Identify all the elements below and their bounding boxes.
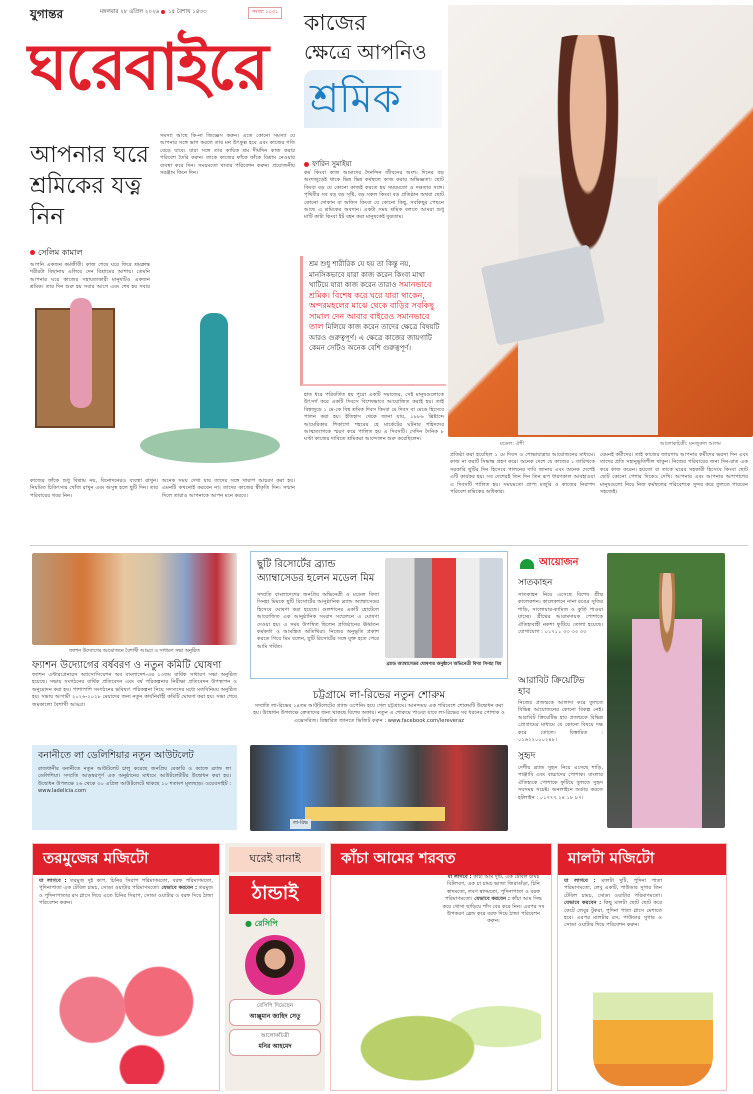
chef-photo (245, 935, 305, 995)
chhuti-title: ছুটি রিসোর্টের ব্র্যান্ড অ্যাম্বাসেডর হলেন মডেল মিম (257, 559, 375, 584)
recipe-text (33, 875, 219, 919)
ayojon-item (518, 575, 603, 654)
photo-credit: আলোকচিত্রী: মনজুরুল আলম (660, 441, 721, 447)
ladelicia-text: রাজধানীর বনানীতে নতুন আউটলেট চালু করেছে জনপ্রিয় বেকারি ও ক্যাফে ব্র্যান্ড লা ডেলিশিয়া। সম্প্রতি আড়ম্বরপূর্ণ এক অনুষ্ঠানের মাধ্যমে আউটলেটটির উদ্বোধন করা হয়। উদ্বোধন উপলক্ষে ২৬ থেকে ৩০ এপ্রিল আউটলেটে থাকছে ১০ শতাংশ মূল্যছাড়। ওয়েবসাইট : www.ladelicia.com (38, 766, 231, 795)
recipe-malta (557, 843, 727, 1091)
model-credit: মডেল: ঐশী (500, 441, 524, 447)
date: মঙ্গলবার ২৮ এপ্রিল ২০২৬ (100, 9, 160, 15)
recipe-badge: ● রেসিপি (245, 919, 278, 928)
fashion-event-photo (32, 553, 237, 645)
home-article-col4: অনেক সময় দেখা যায় তাদের সঙ্গে খারাপ আচরণ করা হয়। এমনটি কখনোই করবেন না। তাদের কাজের স্বীকৃতি দিন। সম্মান দিলে তারাও আপনাকে আপন মনে করবে। (162, 478, 295, 499)
chhuti-caption: ব্র্যান্ড অ্যাম্বাসেডর ঘোষণার অনুষ্ঠানে অভিনেত্রী বিদ্যা সিনহা মিম (386, 662, 502, 667)
green-mango-drink-photo (351, 978, 541, 1086)
label: যেভাবে করবেন : (474, 896, 510, 903)
recipe-title: মালটা মজিটো (558, 844, 726, 875)
banner-top: ঘরেই বানাই (229, 847, 321, 872)
banner-main: ঠান্ডাই (229, 876, 321, 914)
fashion-caption: ফ্যাশন উদ্যোগের আয়োজনে বৈশাখী আড্ডা ও সাধারণ সভা অনুষ্ঠিত (69, 649, 200, 654)
ayojon-item-title: আরাবিট ক্রিয়েটিভ হাব (518, 676, 585, 697)
fashion-text: ফ্যাশন এন্টারপ্রেনারস অ্যাসোসিয়েশন অব বাংলাদেশ-এর ১৩তম বার্ষিক সাধারণ সভা অনুষ্ঠিত হয়েছে। সভায় সংগঠনের বার্ষিক প্রতিবেদন এবং বর্ষ পরিকল্পনার নিরীক্ষা প্রতিবেদন উপস্থাপন ও অনুমোদন করা হয়। পাশাপাশি সংগঠনের ভবিষ্যৎ পরিকল্পনা নিয়ে সদস্যদের মধ্যে মতবিনিময় অনুষ্ঠিত হয়। সভায় আগামী ২০২৬-২০২৮ মেয়াদের জন্য নতুন কার্যনির্বাহী কমিটি ঘোষণা করা হয়। সভা শেষে জমকালো বৈশাখী আড্ডা। (32, 672, 237, 708)
method: কিছু মালটা ছোট ছোট করে কেটে লেবুর টুকরা, পুদিনা পাতা গ্লাসে মেশাতে হবে। এরপর মালটার রস, পাউডার সুগার ও সোডা ওয়াটার দিয়ে পরিবেশন করুন। (564, 900, 662, 929)
recipe-title: তরমুজের মজিটো (33, 844, 219, 875)
home-article-col1: আপনি একজন কর্মজীবী। কাজ শেষে ঘরে ফিরে শ্রমক্লান্ত শরীরটা বিছানায় এলিয়ে দেন বিশ্রামের আশায়। তেমনি আপনার ঘরে কাজের সহায়তাকারী মানুষটিও একজন (30, 262, 150, 283)
ayojon-item-title: সাতকাহন (518, 578, 553, 588)
ayojon-logo-icon (520, 559, 534, 569)
feature-intro: কর্ম কিংবা কাজ আমাদের দৈনন্দিন জীবনের অংশ। দিনের বড় অংশজুড়েই থাকে ভিন্ন ভিন্ন কর্মস্থলে কাজ করার অভিজ্ঞতা। ছোট কিংবা বড় যে কোনো কাজই করতে হয় সময়মতো ও দক্ষতার সঙ্গে। পৃথিবীর সব বড় বড় সৃষ্টি, বড় সকল কিংবা বড় প্রতিষ্ঠান অথবা ছোট কোনো দোকান বা অফিস কিংবা যে কোনো কিছু, সবকিছুর পেছনে আছে এ শ্রমিকের অবদান। একটা সময় শ্রমিক বলতে আমরা শুধু মাটি কাটা কিংবা ইট বহন করা মানুষকেই বুঝতাম। (304, 170, 444, 221)
recipe-mango (330, 843, 552, 1091)
home-article-title: আপনার ঘরে শ্রমিকের যত্ন নিন (30, 142, 149, 230)
ayojon-item (518, 748, 603, 817)
ladelicia-title: বনানীতে লা ডেলিশিয়ার নতুন আউটলেট (38, 750, 194, 761)
method: তরমুজ ও পুদিনাপাতার রস গ্লাসে দিয়ে এতে চিনির সিরাপ, সোডা ওয়াটার ও বরফ দিয়ে ঠান্ডা পরিবেশন করুন। (39, 885, 213, 907)
feature-col3: যেমনই কর্মীদের। তাই কাজের জায়গায় আপনার কর্মীদের ভরসা দিন এবং তাদের প্রতি সহানুভূতিশীল থাকুন। নিজের পরিবারের জন্য দিন-রাত এক করে কাজ করেন। হয়তো বা তাকে ঘরের সহকারী হিসেবে কিংবা ছোট ছোট কোনো পেশার দিকেও দেখি। আপনার এবং আপনার আশপাশের মানুষগুলো নিয়ে নিজ কর্মস্থলের পরিবেশকে সুন্দর করে তুলতে পারবেন সহজেই। (600, 452, 748, 496)
lereve-title: চট্টগ্রামে লা-রিভের নতুন শোরুম (312, 689, 446, 701)
ingredients: কাঁচা আম দুটি, এক টেবিল চামচ বিটলবণ, এক চা চামচ ভাজা জিরাগুঁড়া, চিনি স্বাদমতো, লবণ স্বাদমতো, পুদিনাপাতা ও বরফ পরিমাণমতো। (445, 874, 541, 903)
housework-illustration (30, 288, 295, 473)
photographer-name: মনির আহমেদ (258, 1043, 292, 1050)
ingredients: তরমুজ দুই কাপ, চিনির সিরাপ পরিমাণমতো, বরফ পরিমাণমতো, পুদিনাপাতা এক টেবিল চামচ, সোডা ওয়াটার পরিমাণমতো। (39, 878, 214, 892)
author: ফারিন সুমাইয়া (312, 160, 352, 168)
bangla-date: ১৫ বৈশাখ ১৪৩৩ (167, 9, 207, 15)
saree-model-photo (607, 553, 725, 828)
credit-label: আলোকচিত্রী (260, 1033, 290, 1039)
pull-quote (300, 256, 446, 386)
feature-model-photo (448, 5, 753, 437)
recipe-watermelon (32, 843, 220, 1091)
quote-highlight: সমানভাবে শ্রমিক। বিশেষ করে ঘরে যারা থাকেন, অন্দরমহলের মাঝে থেকে বাড়ির সবকিছু সামাল দেন আবার বাইরেও সমানভাবে তাল (309, 280, 435, 331)
ayojon-item-text: সাতকাহন নিয়ে এসেছে বিশেষ গ্রীষ্ম কালেকশন। কালেকশনে নানা রঙের সুতির শাড়ি, সালোয়ার-কামিজ ও কুর্তি পাওয়া যাচ্ছে। গ্রীষ্মের আরামদায়ক পোশাকে ঐতিহ্যবাহী নকশা ফুটিয়ে তোলা হয়েছে। যোগাযোগ : ০১৭১১ ৩৩ ৩৩ ৩৩ (518, 592, 603, 636)
author: সেলিম কামাল (38, 248, 83, 257)
recipe-text (441, 874, 546, 974)
label: যেভাবে করবেন : (564, 900, 602, 907)
feature-title: শ্রমিক (304, 70, 442, 128)
recipe-banner (225, 843, 325, 1091)
quote-text: শ্রম শুধু শারীরিক যে হয় তা কিন্তু নয়, মানসিকভাবে যারা কাজ করেন কিংবা মাথা খাটিয়ে যারা কাজ করেন তারাও (309, 260, 425, 289)
issue-date (100, 9, 207, 17)
feature-col2: প্রতিষ্ঠা করা হয়েছিল ১ মে দিবস ও শোভাযাত্রার আয়োজনের মাধ্যমে। কাজ না করার্ট সিদ্ধান্ত গ্রহণ করে। অনেক দেশে যে কাজের ১ তারিখকে সরকারি ছুটির দিন হিসেবে পালনের দাবি জানায় এবং অনেক দেশেই এটি কার্যকর হয়। সব দেশেরই তিন দিন তিন রূপ ধারণকাল আবহাওয়া এ দিবসটি পালিত হয়। সময়মতো প্রাপ্য মজুরি ও কাজের নিরাপদ পরিবেশ শ্রমিকের অধিকার। (450, 452, 595, 496)
label: যা লাগবে : (447, 874, 472, 880)
recipe-title: কাঁচা আমের শরবত (331, 844, 551, 875)
label: যেভাবে করবেন : (161, 885, 198, 892)
feature-byline (304, 158, 352, 170)
newspaper-logo: যুগান্তর (30, 7, 64, 21)
ayojon-item-text: নিজের প্রজন্মকে আলাদা করে তুলতে বিভিন্ন আয়োজনের কোনো বিকল্প নেই। আরাবিট ক্রিয়েটিভ হাব প্রজন্মকে বিভিন্ন প্রোগ্রামের মাধ্যমে যে কোনো বিষয়ে দক্ষ করে তোলে। বিস্তারিত : ০১৬২২০০০২৪৮। (518, 700, 603, 744)
fashion-title: ফ্যাশন উদ্যোগের বর্ষবরণ ও নতুন কমিটি ঘোষণা (32, 660, 222, 671)
lereve-text: সম্প্রতি লা-রিভের ২৪তম আউটলেটের গ্র্যান্ড ওপেনিং হয়ে গেল চট্টগ্রামে। আনন্দময় এক পরিবেশে শোরুমটি উদ্বোধন করা হয়। উদ্বোধন উপলক্ষে ক্রেতাদের জন্য থাকছে বিশেষ অফার। নতুন এ শোরুমে পাওয়া যাবে লা-রিভের সব ধরনের পোশাক ও এক্সেসরিজ। বিস্তারিত জানতে ভিজিট করুন : www.facebook.com/lereveraz (253, 703, 505, 724)
method: কাঁচা আম সিদ্ধ করে খোসা ছাড়িয়ে শাঁস বের করে নিন। এরপর সব উপকরণ ব্লেন্ড করে বরফ দিয়ে ঠান্ডা পরিবেশন করুন। (442, 896, 545, 925)
chhuti-text: সম্প্রতি বাংলাদেশের জনপ্রিয় অভিনেত্রী ও মডেল বিদ্যা সিনহা মিমকে ছুটি রিসোর্টের আনুষ্ঠানিক ব্র্যান্ড অ্যাম্বাসেডর হিসেবে ঘোষণা করা হয়েছে। গুলশানের একটি হোটেলে আয়োজিত এক আনুষ্ঠানিক সংবাদ সম্মেলনে এ ঘোষণা দেওয়া হয়। এ সময় উপস্থিত ছিলেন প্রতিষ্ঠানের ঊর্ধ্বতন কর্মকর্তা ও আমন্ত্রিত অতিথিরা। নিজের অনুভূতি প্রকাশ করতে গিয়ে মিম বলেন, ছুটি রিসোর্টের সঙ্গে যুক্ত হতে পেরে আমি গর্বিত। (257, 592, 379, 650)
ayojon-logo (520, 553, 600, 567)
feature-kicker-2: ক্ষেত্রে আপনিও (304, 40, 427, 64)
label: যা লাগবে : (564, 878, 596, 884)
lereve-sign: লা-রিভ (290, 819, 311, 829)
ayojon-item-text: দেশীয় ব্র্যান্ড সুহৃদ নিয়ে এসেছে শাড়ি, পাঞ্জাবি এবং বাচ্চাদের পোশাক। বাংলার ঐতিহ্যকে পোশাকে ফুটিয়ে তুলতে সুহৃদ সবসময় সচেষ্ট। অনলাইনে অর্ডার করতে হটলাইন : ০১৭৭৭ ২৪ ১৮ ৮৭। (518, 765, 603, 801)
ayojon-item-title: সুহৃদ (518, 751, 536, 761)
lereve-photo (250, 745, 508, 831)
photographer-credit (229, 1029, 321, 1056)
ayojon-list (518, 575, 603, 817)
chhuti-photo (385, 558, 503, 658)
feature-kicker-1: কাজের (304, 11, 367, 36)
badge-label: রেসিপি (254, 919, 278, 928)
recipe-text (558, 875, 668, 977)
home-article-col2: সমস্যা আছে কি-না জিজ্ঞেস করুন। এতে কোনো সমস্যা যে আপনার সঙ্গে ভাগ করলে তার মন উৎফুল্ল হবে এবং কাজের গতি বেড়ে যাবে। যারা সঙ্গে তার কায়িক শ্রম দীর্ঘদিন কাজ করার পরিবেশ তৈরি করুন। তাকে কাজের ফাঁকে ফাঁকে বিশ্রাম নেওয়ার ব্যবস্থা করে দিন। সময়মতো খাবার পরিবেশন করুন। প্রয়োজনীয় সরঞ্জাম কিনে দিন। (160, 133, 295, 177)
section-title: ঘরেবাইরে (28, 30, 267, 105)
credit-label: রেসিপি দিয়েছেন (256, 1003, 294, 1009)
feature-col1: হাত ধরে পরিবর্তিত হয় পুরো একটি সমাজের, সেই মানুষগুলোকে উৎসর্গ করে একটি দিবসে বিশেষভাবে আয়োজিত করাই হয়। তাই বিশ্বজুড়ে ১ মে-কে বিশ্ব শ্রমিক দিবস কিংবা মে দিবস বা মেডে হিসেবে পালন করা হয়। ইতিহাস থেকে জানা যায়, ১৮৮৬ খ্রিষ্টাব্দে আমেরিকার শিকাগো শহরের হে মার্কেটের ঘটনার শহিদদের আত্মত্যাগকে স্মরণ করে পালিত হয় এ দিবসটি। সেদিন দৈনিক ৮ ঘণ্টা কাজের দাবিতে শ্রমিকরা আন্দোলন শুরু করেছিলেন। (304, 392, 444, 443)
watermelon-mojito-photo (43, 919, 208, 1084)
divider (30, 545, 748, 546)
label: যা লাগবে : (39, 878, 67, 884)
ingredients: মালটা দুটি, পুদিনা পাতা পরিমাণমতো, লেবু একটি, পাউডার সুগার তিন টেবিল চামচ, সোডা ওয়াটার পরিমাণমতো। (564, 878, 663, 899)
quote-end: মিলিয়ে কাজ করেন তাদের ক্ষেত্রে বিষয়টি আরও গুরুত্বপূর্ণ। এ ক্ষেত্রে কাজের জায়গাটি কেমন সেটিও অনেক বেশি গুরুত্বপূর্ণ। (309, 323, 440, 352)
home-article-byline (30, 247, 82, 260)
chef-credit (229, 999, 321, 1026)
ladelicia-box (32, 745, 237, 830)
home-article-col3: কাজের ফাঁকে শুধু বিশ্রাম নয়, বিনোদনেরও ব্যবস্থা রাখুন। নিয়মিত চিকিৎসার খোঁজ রাখুন এবং অসুস্থ হলে ছুটি দিন। তার পরিবারের খবর নিন। (30, 478, 158, 499)
chhuti-box (250, 551, 508, 679)
ayojon-item (518, 676, 603, 746)
ayojon-label: আয়োজন (539, 557, 579, 568)
malta-mojito-photo (593, 976, 713, 1086)
chef-name: আঞ্জুমান জাহিদ সেতু (249, 1013, 301, 1020)
issue-number: সংখ্যা ১০৩১ (248, 7, 282, 19)
